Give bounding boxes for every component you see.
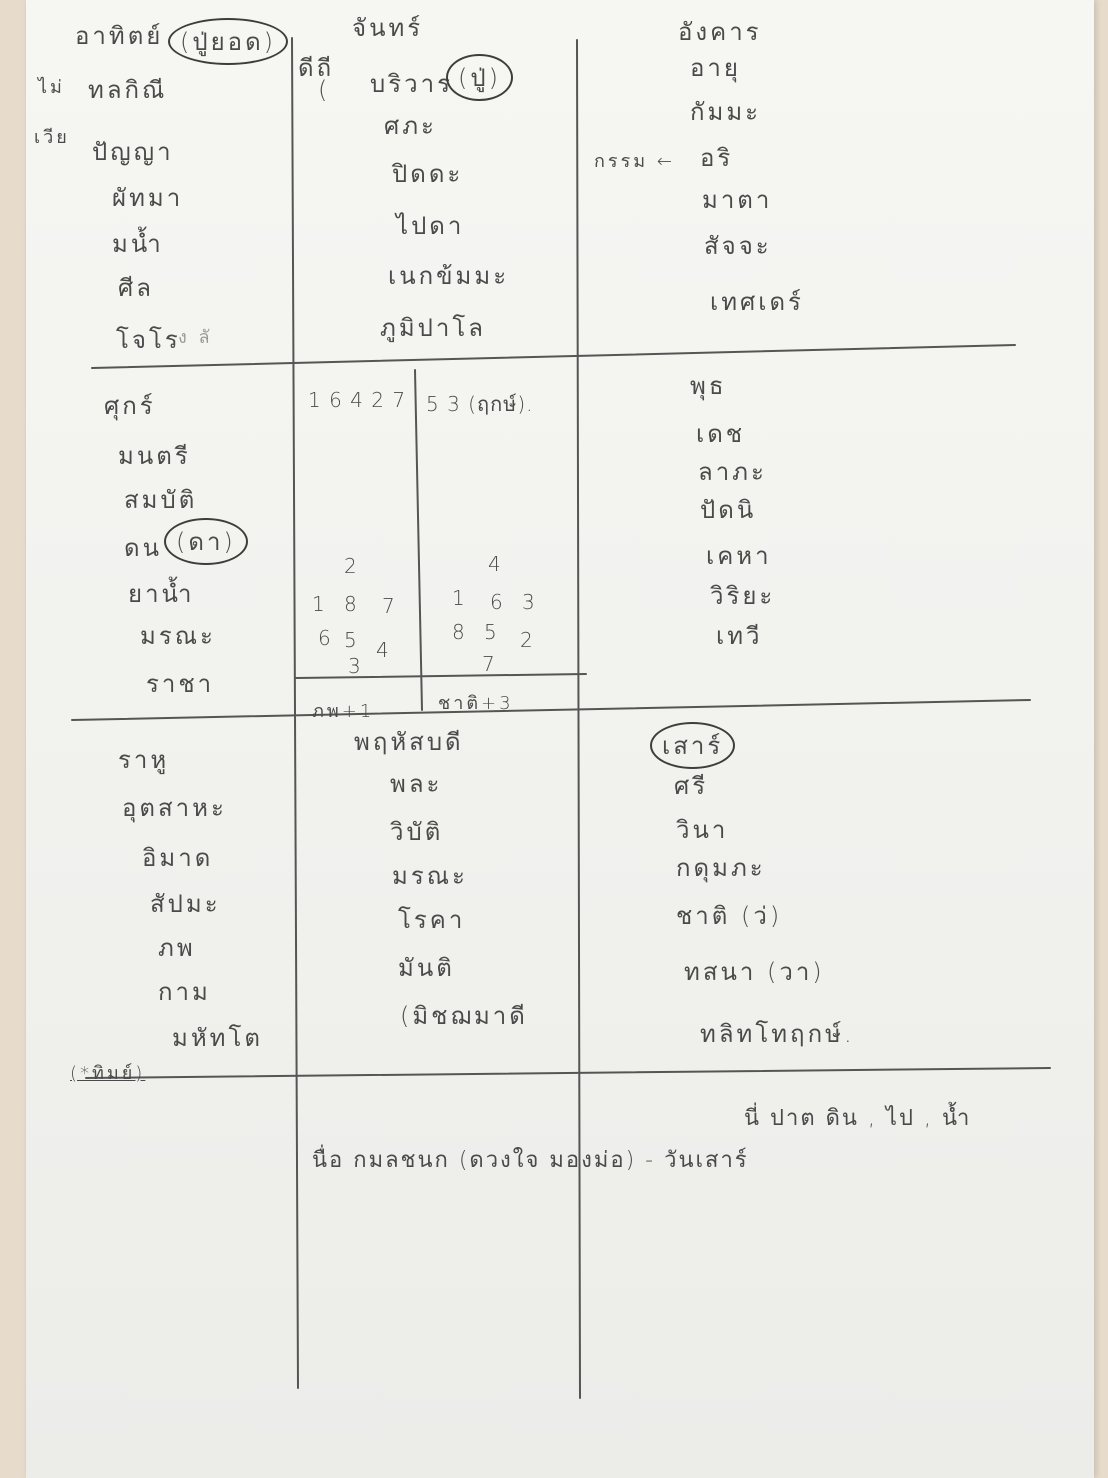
sun-item: ผัทมา [112,184,184,212]
jup-item: วิบัติ [390,818,444,846]
mon-item: เนกข้มมะ [388,262,510,290]
rahu-item: อิมาด [142,844,214,872]
grid-number: 7 [482,652,496,676]
mon-first-note: (ปู่) [446,54,513,101]
rahu-item: มหัทโต [172,1024,263,1052]
jup-item: พละ [390,770,443,798]
grid-number: 2 [520,628,534,652]
rahu-item: กาม [158,978,211,1006]
wed-item: เดช [696,420,746,448]
sat-item: วินา [676,816,729,844]
jup-item: โรคา [398,906,466,934]
center-right-header: 5 3 (ฤกษ์). [426,392,534,416]
wed-item: ลาภะ [698,458,767,486]
wed-item: ปัดนิ [700,496,757,524]
sat-item: กดุมภะ [676,854,766,882]
horizontal-line-1 [92,345,1015,368]
sun-title-note: (ปู่ยอด) [168,18,288,65]
rahu-title: ราหู [118,746,170,774]
sun-side-note-1: ไม่ [38,77,65,98]
sat-item: ทสนา (วา) [684,958,825,986]
mon-item: ปิดดะ [392,160,464,188]
sun-item: ศีล [118,274,154,302]
tue-arrow-label: กรรม ← [594,151,675,172]
sun-title: อาทิตย์ [75,22,164,50]
horizontal-line-3 [86,1068,1050,1078]
vertical-line-left [292,38,298,1388]
sat-item: ชาติ (ว่) [676,902,783,930]
jup-item: (มิชฌมาดี [400,1002,528,1030]
grid-number: 1 [312,592,326,616]
center-divider [415,370,422,710]
sun-item: โจโร [116,326,181,354]
mon-first-item: บริวาร [370,70,453,98]
wed-item: วิริยะ [710,582,776,610]
grid-number: 8 [344,592,358,616]
grid-number: 4 [488,552,502,576]
grid-number: 3 [522,590,536,614]
fri-item: มรณะ [140,622,216,650]
center-left-footer: ภพ+1 [312,701,375,722]
fri-item: สมบัติ [124,486,198,514]
sat-title: เสาร์ [650,722,735,769]
fri-item: ยาน้ำ [128,580,195,608]
center-right-footer: ชาติ+3 [438,693,514,714]
wed-title: พุธ [690,372,727,400]
jup-item: มันติ [398,954,455,982]
wed-item: เทวี [716,622,763,650]
jup-item: มรณะ [392,862,468,890]
mon-corner: ดีถี [298,54,335,82]
mon-title: จันทร์ [352,14,424,42]
sun-item: ทลกิณี [88,76,168,104]
center-left-header: 1 6 4 2 7 [308,388,407,412]
grid-number: 4 [376,638,390,662]
jup-title: พฤหัสบดี [354,728,464,756]
fri-item: ดน [124,534,162,562]
tue-item: เทศเดร์ [710,288,804,316]
tue-item: สัจจะ [704,232,772,260]
grid-number: 3 [348,654,362,678]
tue-item: อายุ [690,54,741,82]
fri-item: มนตรี [118,442,191,470]
grid-number: 2 [344,554,358,578]
vertical-line-right [577,40,580,1398]
sun-faint-text: ง ลั [178,327,213,348]
sun-side-note-2: เวีย [34,127,70,148]
fri-circled: (ดา) [164,518,248,565]
grid-number: 1 [452,586,466,610]
mon-item: ภูมิปาโล [380,314,486,342]
rahu-item: สัปมะ [150,890,221,918]
rahu-item: ภพ [158,934,196,962]
sun-item: ปัญญา [92,138,174,166]
sun-item: มน้ำ [112,230,164,258]
tue-title: อังคาร [678,18,762,46]
tue-item: กัมมะ [690,98,762,126]
mon-item: ศภะ [384,112,437,140]
bottom-right-text: นี่ ปาต ดิน , ไป , น้ำ [744,1106,972,1131]
center-subline [296,674,586,678]
grid-number: 5 [484,620,498,644]
sat-item: ศรี [674,772,709,800]
grid-number: 6 [490,590,504,614]
rahu-footer: (*ทิมย์) [70,1063,146,1084]
mon-item: ไปดา [396,212,465,240]
tue-item: มาตา [702,186,773,214]
tue-item: อริ [700,144,734,172]
wed-item: เคหา [706,542,772,570]
horizontal-line-2 [72,700,1030,720]
grid-number: 7 [382,594,396,618]
fri-title: ศุกร์ [104,392,156,420]
grid-number: 5 [344,628,358,652]
fri-item: ราชา [146,670,215,698]
bottom-left-text: นื่อ กมลชนก (ดวงใจ มองม่อ) - วันเสาร์ [312,1148,749,1173]
rahu-item: อุตสาหะ [122,794,227,822]
mon-corner-2: ( [318,76,331,104]
grid-number: 6 [318,626,332,650]
sat-item: ทลิทโทฤกษ์. [700,1020,855,1048]
grid-number: 8 [452,620,466,644]
